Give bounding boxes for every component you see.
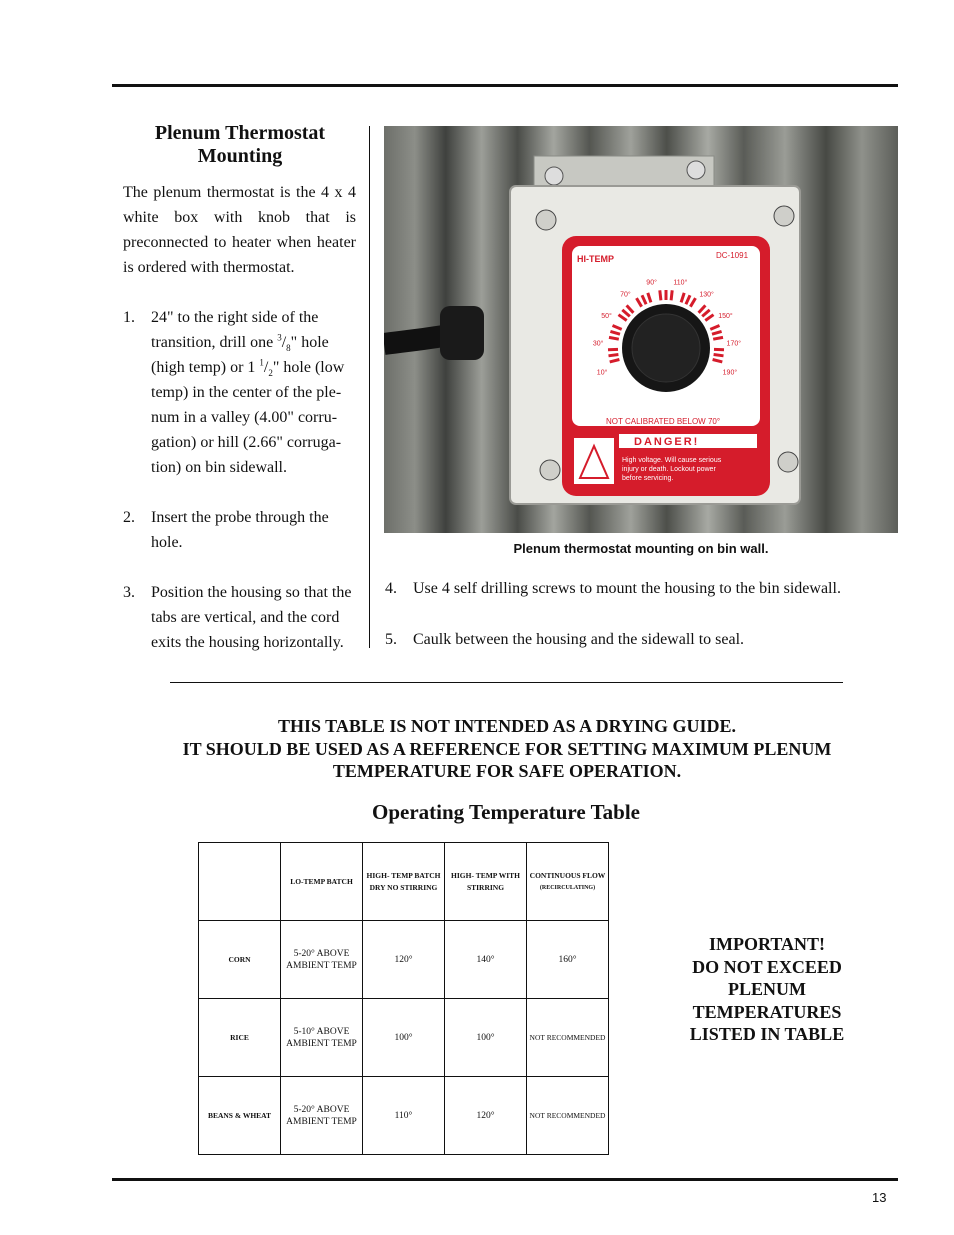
crop-cell: BEANS & WHEAT [199,1077,281,1155]
fraction-denominator: 8 [286,343,291,354]
table-header-cell [199,843,281,921]
table-row [199,921,609,999]
notice-line: IT SHOULD BE USED AS A REFERENCE FOR SETTING MAXIMUM PLENUM [182,738,832,759]
step-text: Use 4 self drilling screws to mount the housing to the bin sidewall. [413,580,841,597]
step-2 [123,505,356,555]
page-number: 13 [872,1190,887,1205]
warning-line: PLENUM [728,979,806,999]
batch-cell: 120° [363,921,445,999]
dial-tick-label: 70° [620,291,631,299]
table-notice [150,715,864,783]
thermostat-photo [384,126,898,533]
screw-icon [778,452,798,472]
step-5 [385,630,885,650]
step-number: 2. [123,509,135,526]
screw-icon [774,206,794,226]
table-header-row [199,843,609,921]
thermostat-illustration [384,126,898,533]
dial-tick-mark [713,337,723,339]
top-rule [112,84,898,87]
column-divider [369,126,370,648]
dial-model: DC-1091 [716,251,749,260]
fraction-numerator: 3 [277,332,282,343]
table-header-cell: HIGH- TEMP WITH STIRRING [445,843,527,921]
step-text: Caulk between the housing and the sidewall to seal. [413,631,745,648]
batch-cell: 110° [363,1077,445,1155]
table-title: Operating Temperature Table [372,800,640,824]
dial-tick-label: 130° [699,291,714,299]
dial-tick-label: 50° [601,313,612,321]
dial-tick-mark [714,355,724,356]
crop-cell: RICE [199,999,281,1077]
left-column-text [123,180,356,680]
dial-tick-label: 90° [646,279,657,287]
stirring-cell: 140° [445,921,527,999]
header-text: CONTINUOUS FLOW [529,870,606,880]
dial-tick-mark [671,290,672,300]
table-header-cell: HIGH- TEMP BATCH DRY NO STIRRING [363,843,445,921]
table-header-cell: LO-TEMP BATCH [281,843,363,921]
dial-knob-center [632,314,700,382]
danger-line: before servicing. [622,475,674,482]
table-row [199,1077,609,1155]
flow-cell: NOT RECOMMENDED [527,1077,609,1155]
important-warning [676,933,858,1046]
dial-tick-label: 10° [596,369,608,377]
flow-cell: 160° [527,921,609,999]
lo-temp-cell: 5-20° ABOVE AMBIENT TEMP [281,921,363,999]
step-text: 24" to the right side of the transition, drill one $^3/_8$" hole (high temp) or 1 $^1/_2$" hole (low temp) in the center of the ple-num in a valley (4.00" corru-gation) or hill (2.66" corruga-tion) on bin sidewall. [151,309,345,476]
stirring-cell: 100° [445,999,527,1077]
danger-line: High voltage. Will cause serious [622,457,722,464]
dial-tick-label: 190° [722,369,738,377]
warning-line: TEMPERATURES [692,1001,842,1022]
screw-icon [540,460,560,480]
dial-tick-label: 170° [726,340,742,348]
step-text: Insert the probe through the hole. [151,509,329,551]
step-text-part: 24" to the right side of the transition, drill one [151,309,319,351]
photo-caption: Plenum thermostat mounting on bin wall. [513,541,769,556]
section-divider [170,682,843,683]
dial-tick-mark [609,337,619,339]
dial-note-small: ALL TEMP °F [674,428,705,434]
crop-cell: CORN [199,921,281,999]
intro-paragraph: The plenum thermostat is the 4 x 4 white box with knob that is preconnected to heater when heater is ordered with thermostat. [123,184,356,276]
danger-title: DANGER! [634,436,700,448]
dial-brand: HI-TEMP [577,254,614,264]
notice-line: TEMPERATURE FOR SAFE OPERATION. [332,761,682,781]
table-row [199,999,609,1077]
screw-icon [545,167,563,185]
lo-temp-cell: 5-20° ABOVE AMBIENT TEMP [281,1077,363,1155]
operating-temperature-table [198,842,609,1155]
screw-icon [687,161,705,179]
section-title: Plenum Thermostat Mounting [154,122,326,167]
step-number: 3. [123,584,135,601]
table-header-cell [527,843,609,921]
dial-tick-mark [609,355,619,356]
fraction-numerator: 1 [259,357,264,368]
step-number: 5. [385,631,397,648]
cord-grip [440,306,484,360]
dial-tick-label: 110° [673,279,688,287]
warning-line: LISTED IN TABLE [689,1024,845,1044]
danger-line: injury or death. Lockout power [622,466,716,473]
flow-cell: NOT RECOMMENDED [527,999,609,1077]
step-3 [123,580,356,655]
warning-line: DO NOT EXCEED [692,956,842,977]
batch-cell: 100° [363,999,445,1077]
dial-tick-mark [660,290,661,300]
lo-temp-cell: 5-10° ABOVE AMBIENT TEMP [281,999,363,1077]
notice-line: THIS TABLE IS NOT INTENDED AS A DRYING GUIDE. [277,716,736,736]
screw-icon [536,210,556,230]
step-number: 4. [385,580,397,597]
fraction-denominator: 2 [268,368,273,379]
header-subtext: (RECIRCULATING) [539,884,596,891]
step-text-part: " hole (low temp) in the center of the ple-num in a valley (4.00" corru-gation) or hill (2.66" corruga-tion) on bin sidewall. [151,359,345,476]
bottom-rule [112,1178,898,1181]
step-number: 1. [123,309,135,326]
step-1 [123,305,356,480]
step-text: Position the housing so that the tabs are vertical, and the cord exits the housing horizontally. [151,584,352,651]
dial-note: NOT CALIBRATED BELOW 70° [606,417,721,426]
stirring-cell: 120° [445,1077,527,1155]
warning-line: IMPORTANT! [708,934,826,954]
dial-tick-label: 30° [592,340,604,348]
step-text-part: " hole (high temp) or 1 [151,334,329,376]
step-4 [385,579,885,599]
dial-tick-label: 150° [718,313,733,321]
